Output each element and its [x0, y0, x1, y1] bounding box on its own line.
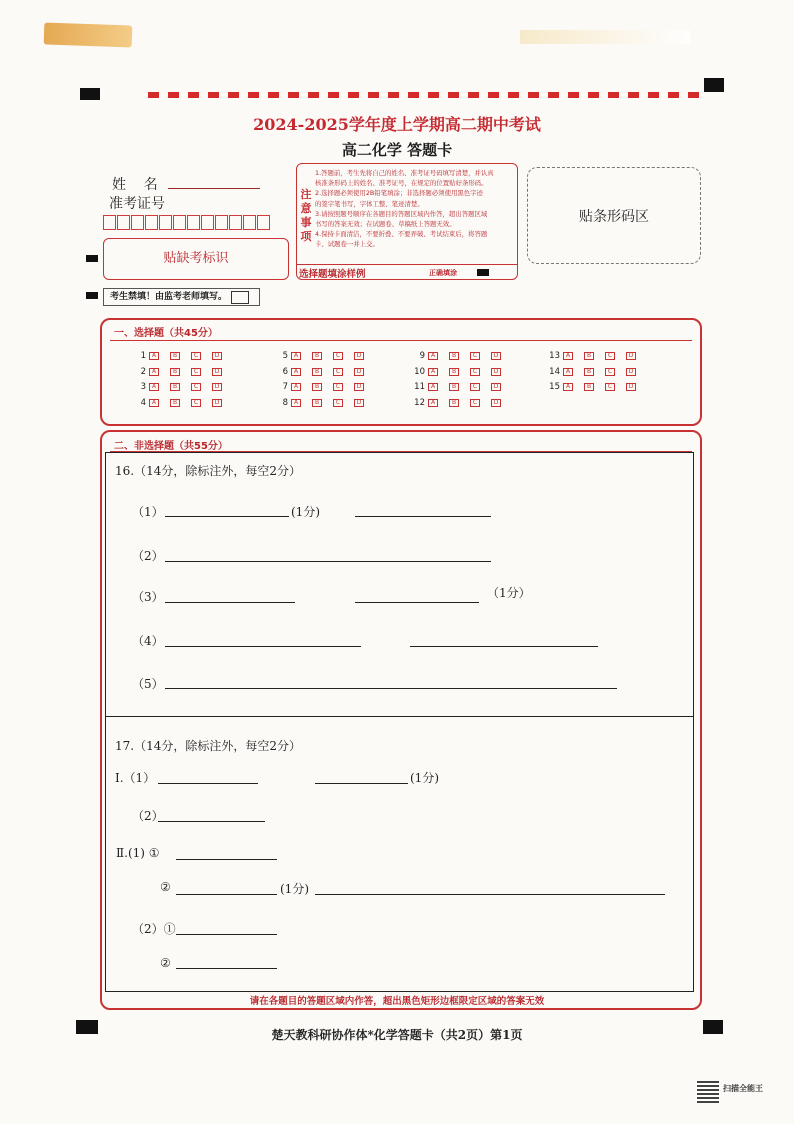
q17-i1-score-note: (1分) [410, 771, 439, 785]
q16-1-blank-b[interactable] [355, 516, 491, 517]
option-bubble-b[interactable]: B [312, 383, 322, 391]
top-dashed-line [148, 92, 704, 98]
choice-question [130, 367, 233, 377]
option-bubble-c[interactable]: C [191, 383, 201, 391]
option-bubble-c[interactable]: C [191, 352, 201, 360]
position-mark-left-2 [86, 292, 98, 299]
question-number: 14 [549, 367, 560, 377]
correct-fill-sample [477, 269, 489, 276]
q17-ii2b-blank[interactable] [176, 968, 277, 969]
option-bubble-d[interactable]: D [212, 368, 222, 376]
q16-3-score-note: （1分） [487, 586, 531, 600]
q17-ii1b-score-note: (1分) [280, 882, 309, 896]
option-bubble-d[interactable]: D [491, 383, 501, 391]
barcode-label: 贴条形码区 [579, 209, 649, 225]
option-bubble-d[interactable]: D [626, 352, 636, 360]
question-number: 6 [282, 367, 288, 377]
q16-header: 16.（14分，除标注外，每空2分） [115, 464, 301, 478]
q16-1-blank-a[interactable] [165, 516, 289, 517]
choice-question [544, 367, 647, 377]
question-number: 11 [414, 382, 425, 392]
position-mark-left-1 [86, 255, 98, 262]
absent-mark-area: 贴缺考标识 [103, 238, 289, 280]
option-bubble-b[interactable]: B [584, 368, 594, 376]
fill-sample-label: 选择题填涂样例 [299, 269, 366, 280]
page-footer: 楚天教科研协作体*化学答题卡（共2页）第1页 [271, 1028, 523, 1042]
option-bubble-b[interactable]: B [170, 383, 180, 391]
option-bubble-c[interactable]: C [470, 383, 480, 391]
question-number: 13 [549, 351, 560, 361]
option-bubble-d[interactable]: D [626, 383, 636, 391]
option-bubble-c[interactable]: C [333, 383, 343, 391]
option-bubble-a[interactable]: A [563, 383, 573, 391]
option-bubble-d[interactable]: D [491, 368, 501, 376]
choice-question [544, 382, 647, 392]
q17-ii2a-blank[interactable] [176, 934, 277, 935]
option-bubble-b[interactable]: B [312, 352, 322, 360]
option-bubble-c[interactable]: C [470, 352, 480, 360]
choice-question [130, 382, 233, 392]
question-divider [105, 716, 694, 717]
scanner-watermark: 扫描全能王 [723, 1084, 763, 1093]
option-bubble-b[interactable]: B [449, 399, 459, 407]
option-bubble-d[interactable]: D [212, 383, 222, 391]
option-bubble-b[interactable]: B [584, 352, 594, 360]
question-number: 1 [140, 351, 146, 361]
qr-code-icon [697, 1081, 719, 1103]
option-bubble-d[interactable]: D [354, 399, 364, 407]
question-number: 4 [140, 398, 146, 408]
q17-i1-blank-b[interactable] [315, 783, 408, 784]
q16-part1-label: （1） [132, 505, 164, 519]
q16-5-blank[interactable] [165, 688, 617, 689]
option-bubble-c[interactable]: C [605, 368, 615, 376]
section2-title: 二、非选择题（共55分） [114, 441, 228, 452]
section1-rule [110, 340, 692, 341]
option-bubble-a[interactable]: A [563, 368, 573, 376]
option-bubble-a[interactable]: A [291, 352, 301, 360]
q17-ii1a-blank[interactable] [176, 859, 277, 860]
option-bubble-b[interactable]: B [312, 399, 322, 407]
option-bubble-c[interactable]: C [470, 368, 480, 376]
q17-i1-label: Ⅰ.（1） [115, 771, 156, 785]
option-bubble-d[interactable]: D [491, 399, 501, 407]
question-number: 9 [419, 351, 425, 361]
option-bubble-a[interactable]: A [428, 399, 438, 407]
option-bubble-b[interactable]: B [170, 352, 180, 360]
option-bubble-a[interactable]: A [291, 383, 301, 391]
choice-question [130, 398, 233, 408]
option-bubble-c[interactable]: C [333, 352, 343, 360]
q17-i2-label: （2） [132, 809, 164, 823]
proctor-only-box [103, 288, 260, 306]
q17-ii1-label: Ⅱ.(1) ① [116, 846, 160, 860]
question-number: 3 [140, 382, 146, 392]
position-mark-top-left [80, 88, 100, 100]
q16-part3-label: （3） [132, 590, 164, 604]
option-bubble-c[interactable]: C [191, 368, 201, 376]
option-bubble-c[interactable]: C [333, 399, 343, 407]
option-bubble-d[interactable]: D [354, 368, 364, 376]
option-bubble-b[interactable]: B [584, 383, 594, 391]
choice-question [409, 351, 512, 361]
answer-area-footnote: 请在各题目的答题区域内作答，超出黑色矩形边框限定区域的答案无效 [249, 996, 545, 1007]
option-bubble-c[interactable]: C [470, 399, 480, 407]
name-field[interactable] [168, 174, 260, 189]
q17-i2-blank[interactable] [158, 821, 265, 822]
option-bubble-a[interactable]: A [428, 352, 438, 360]
option-bubble-a[interactable]: A [563, 352, 573, 360]
notice-side-label: 注意事项 [300, 188, 312, 243]
choice-question [544, 351, 647, 361]
tape-decoration [44, 22, 133, 47]
option-bubble-c[interactable]: C [191, 399, 201, 407]
option-bubble-b[interactable]: B [449, 368, 459, 376]
question-number: 15 [549, 382, 560, 392]
option-bubble-a[interactable]: A [291, 368, 301, 376]
answer-frame [105, 452, 694, 992]
q17-ii1b-blank-a[interactable] [176, 894, 277, 895]
proctor-label: 考生禁填！由监考老师填写。 [110, 292, 228, 302]
option-bubble-b[interactable]: B [170, 368, 180, 376]
choice-question [272, 351, 375, 361]
position-mark-top-right [704, 78, 724, 92]
fill-sample-row [297, 264, 517, 280]
option-bubble-c[interactable]: C [333, 368, 343, 376]
notice-text: 1.答题前，考生先将自己的姓名、准考证号码填写清楚，并认真 核准条形码上的姓名、准考证号，在规定的位置贴好条形码。 2.选择题必须使用2B铅笔填涂；非选择题必须使用黑色字迹 的签字笔书写，字体工整、笔迹清楚。 3.请按照题号顺序在各题目的答题区域内作答，超出答题区域 书写的答案无效；在试题卷、草稿纸上答题无效。 4.保持卡面清洁，不要折叠、不要弄破、考试结束后，将答题 卡、试题卷一并上交。 [315, 169, 494, 249]
q16-part5-label: （5） [132, 677, 164, 691]
choice-question [409, 382, 512, 392]
exam-id-boxes[interactable] [103, 215, 271, 230]
exam-title: 2024-2025学年度上学期高二期中考试 [253, 115, 541, 134]
option-bubble-d[interactable]: D [212, 399, 222, 407]
option-bubble-d[interactable]: D [212, 352, 222, 360]
option-bubble-a[interactable]: A [291, 399, 301, 407]
option-bubble-d[interactable]: D [354, 383, 364, 391]
name-label: 姓 名 [112, 177, 158, 193]
choice-question [409, 367, 512, 377]
q16-3-blank-b[interactable] [355, 602, 479, 603]
option-bubble-a[interactable]: A [149, 352, 159, 360]
question-number: 7 [282, 382, 288, 392]
q17-ii1b-label: ② [160, 880, 171, 894]
q16-part4-label: （4） [132, 634, 164, 648]
choice-question [272, 398, 375, 408]
correct-fill-label: 正确填涂 [429, 269, 457, 277]
q17-ii2-label: （2）① [132, 922, 176, 936]
proctor-checkbox[interactable] [231, 291, 249, 304]
barcode-area [527, 167, 701, 264]
option-bubble-b[interactable]: B [449, 383, 459, 391]
question-number: 5 [282, 351, 288, 361]
choice-question [130, 351, 233, 361]
card-subtitle: 高二化学 答题卡 [341, 141, 453, 159]
option-bubble-b[interactable]: B [312, 368, 322, 376]
option-bubble-a[interactable]: A [149, 383, 159, 391]
q17-ii1b-blank-b[interactable] [315, 894, 665, 895]
option-bubble-d[interactable]: D [491, 352, 501, 360]
question-number: 12 [414, 398, 425, 408]
option-bubble-d[interactable]: D [626, 368, 636, 376]
option-bubble-a[interactable]: A [428, 368, 438, 376]
option-bubble-a[interactable]: A [428, 383, 438, 391]
choice-question [272, 382, 375, 392]
q16-part2-label: （2） [132, 549, 164, 563]
notice-box [296, 163, 518, 280]
q16-4-blank-a[interactable] [165, 646, 361, 647]
option-bubble-c[interactable]: C [605, 352, 615, 360]
option-bubble-a[interactable]: A [149, 399, 159, 407]
option-bubble-b[interactable]: B [170, 399, 180, 407]
exam-id-label: 准考证号 [109, 196, 165, 212]
q16-3-blank-a[interactable] [165, 602, 295, 603]
q17-header: 17.（14分，除标注外，每空2分） [115, 739, 301, 753]
scan-glare [520, 30, 690, 44]
option-bubble-b[interactable]: B [449, 352, 459, 360]
option-bubble-c[interactable]: C [605, 383, 615, 391]
question-number: 8 [282, 398, 288, 408]
q17-i1-blank-a[interactable] [158, 783, 258, 784]
section1-title: 一、选择题（共45分） [114, 328, 218, 339]
question-number: 10 [414, 367, 425, 377]
q17-ii2b-label: ② [160, 956, 171, 970]
q16-1-score-note: (1分) [291, 505, 320, 519]
choice-question [272, 367, 375, 377]
question-number: 2 [140, 367, 146, 377]
q16-2-blank[interactable] [165, 561, 491, 562]
option-bubble-a[interactable]: A [149, 368, 159, 376]
option-bubble-d[interactable]: D [354, 352, 364, 360]
q16-4-blank-b[interactable] [410, 646, 598, 647]
choice-question [409, 398, 512, 408]
